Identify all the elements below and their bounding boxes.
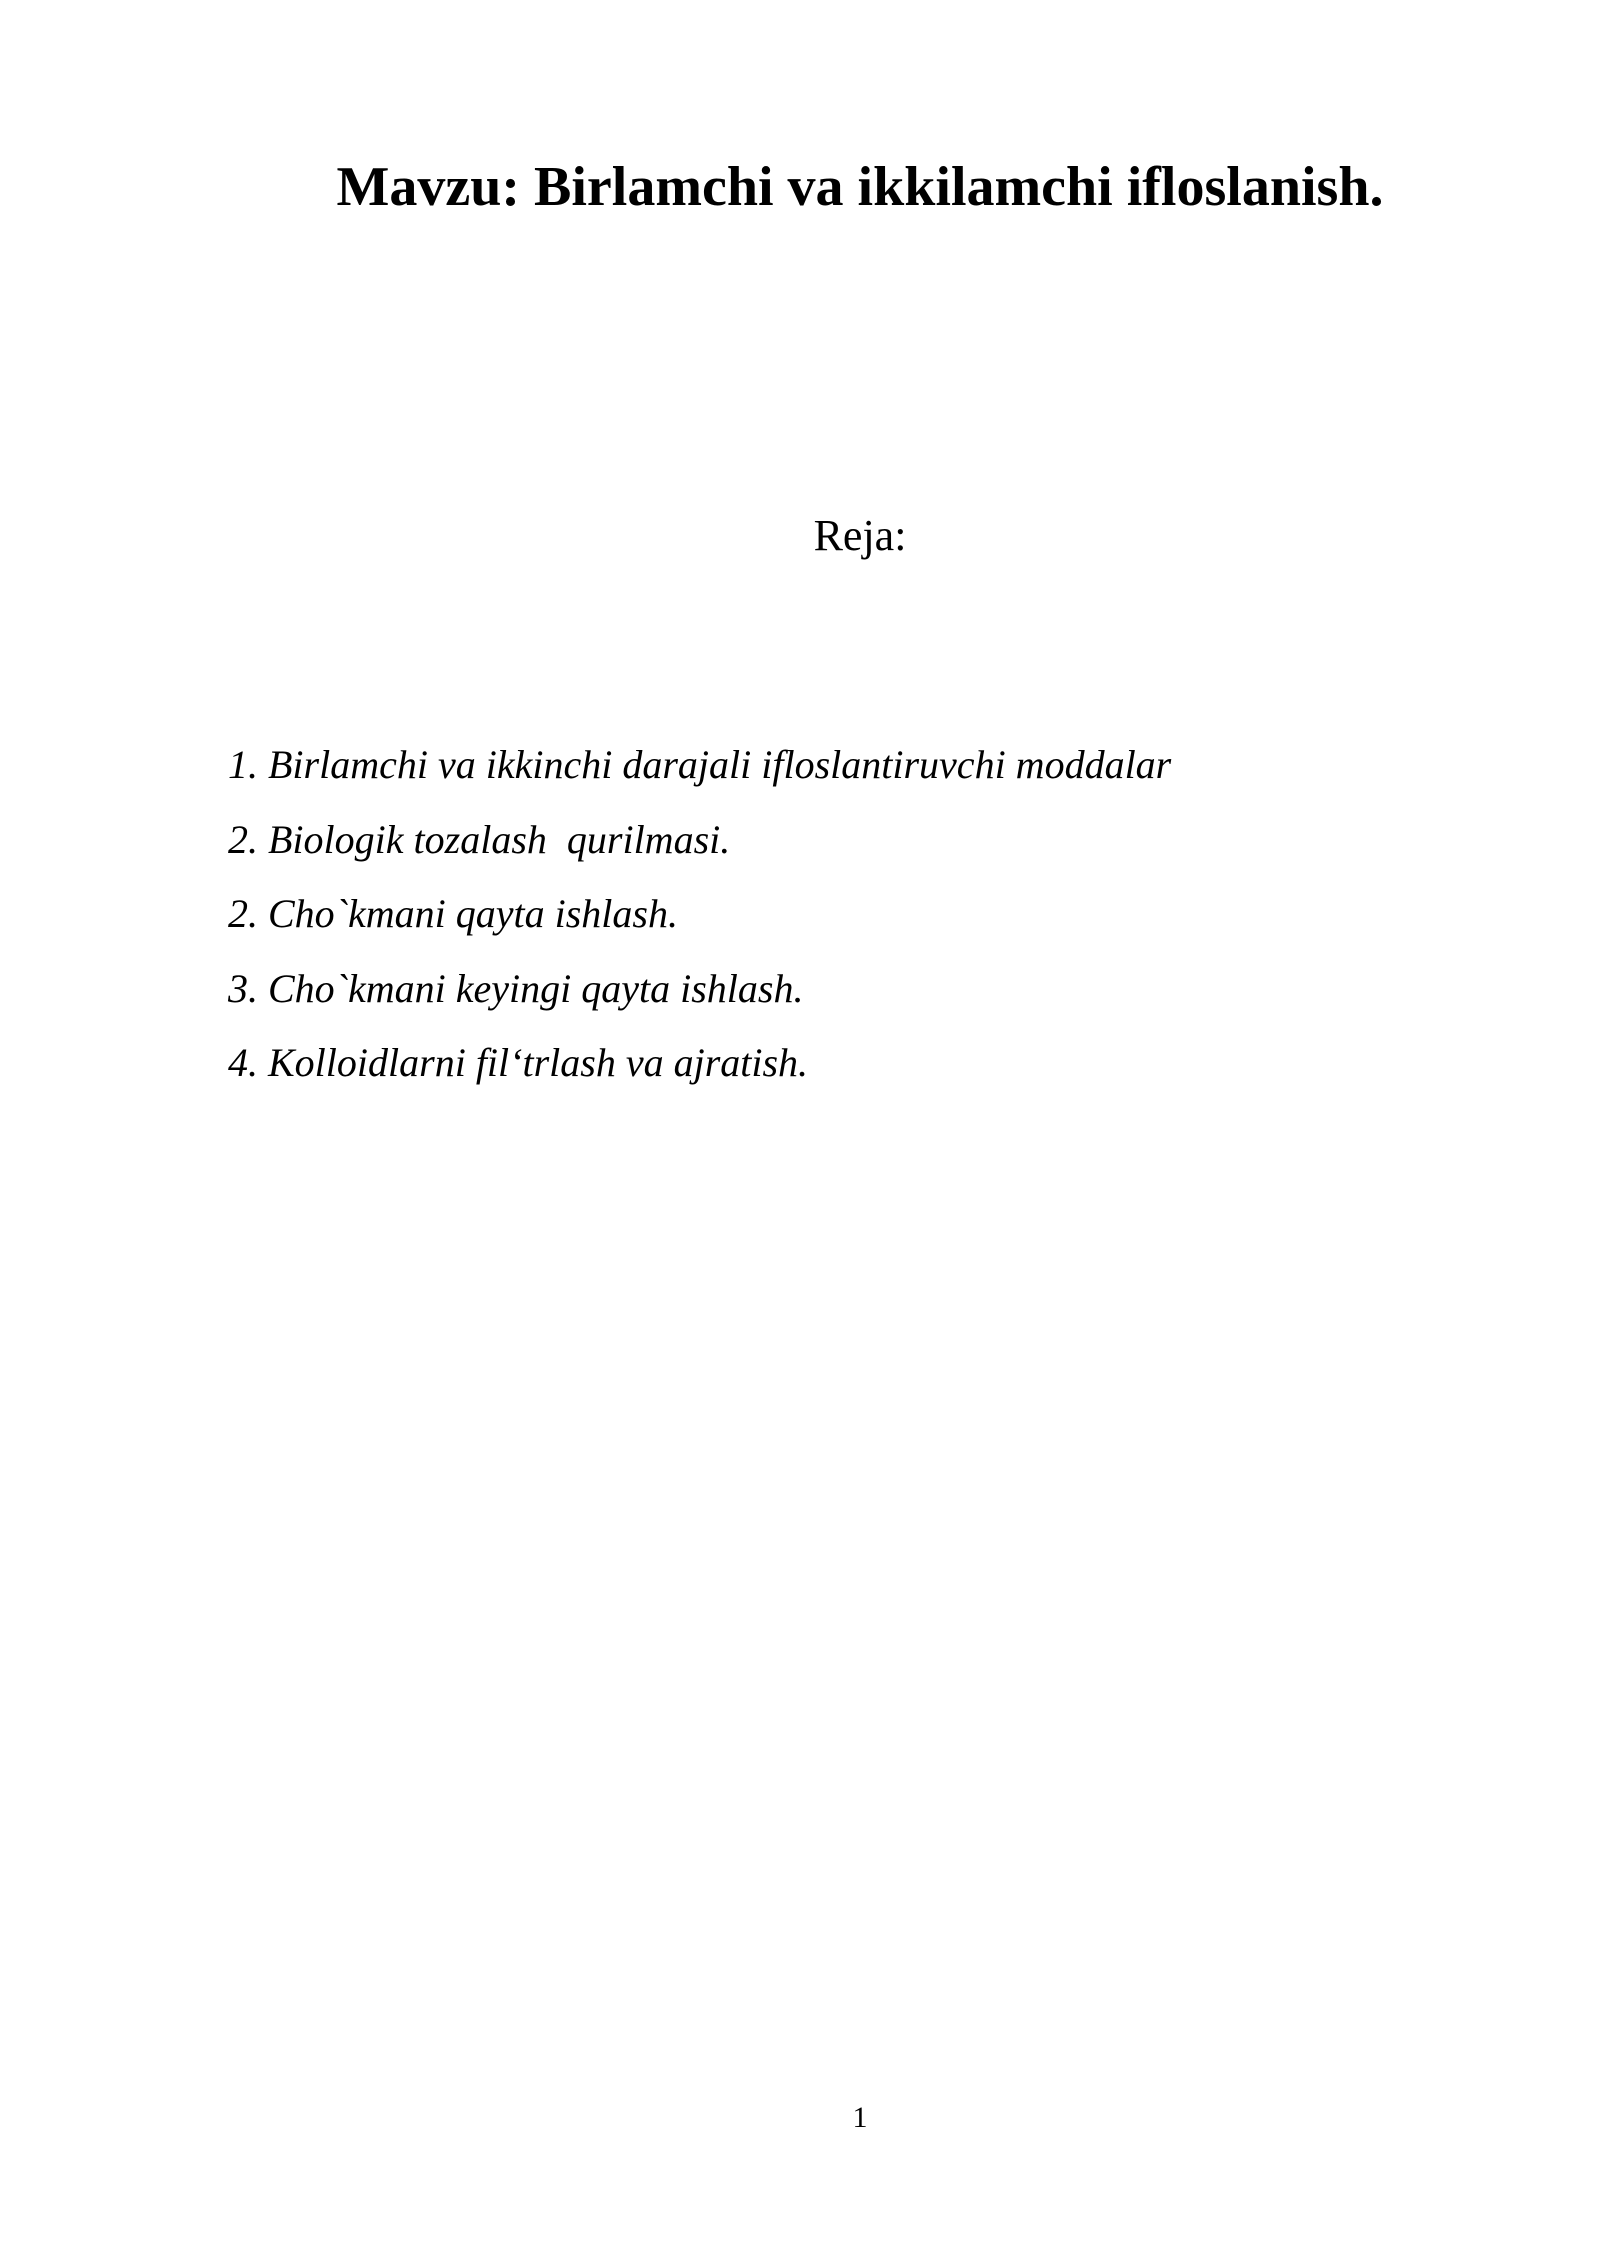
plan-item: 2. Biologik tozalash qurilmasi. xyxy=(228,816,731,862)
page-number: 1 xyxy=(852,2101,868,2134)
plan-item: 4. Kolloidlarni fil‘trlash va ajratish. xyxy=(228,1040,809,1085)
plan-item: 3. Cho`kmani keyingi qayta ishlash. xyxy=(228,965,804,1011)
plan-item: 2. Cho`kmani qayta ishlash. xyxy=(228,891,678,936)
page-title: Mavzu: Birlamchi va ikkilamchi ifloslanish. xyxy=(336,156,1384,218)
plan-item: 1. Birlamchi va ikkinchi darajali ifloslantiruvchi moddalar xyxy=(228,742,1172,787)
plan-list xyxy=(228,728,1428,1101)
plan-heading: Reja: xyxy=(813,511,907,560)
